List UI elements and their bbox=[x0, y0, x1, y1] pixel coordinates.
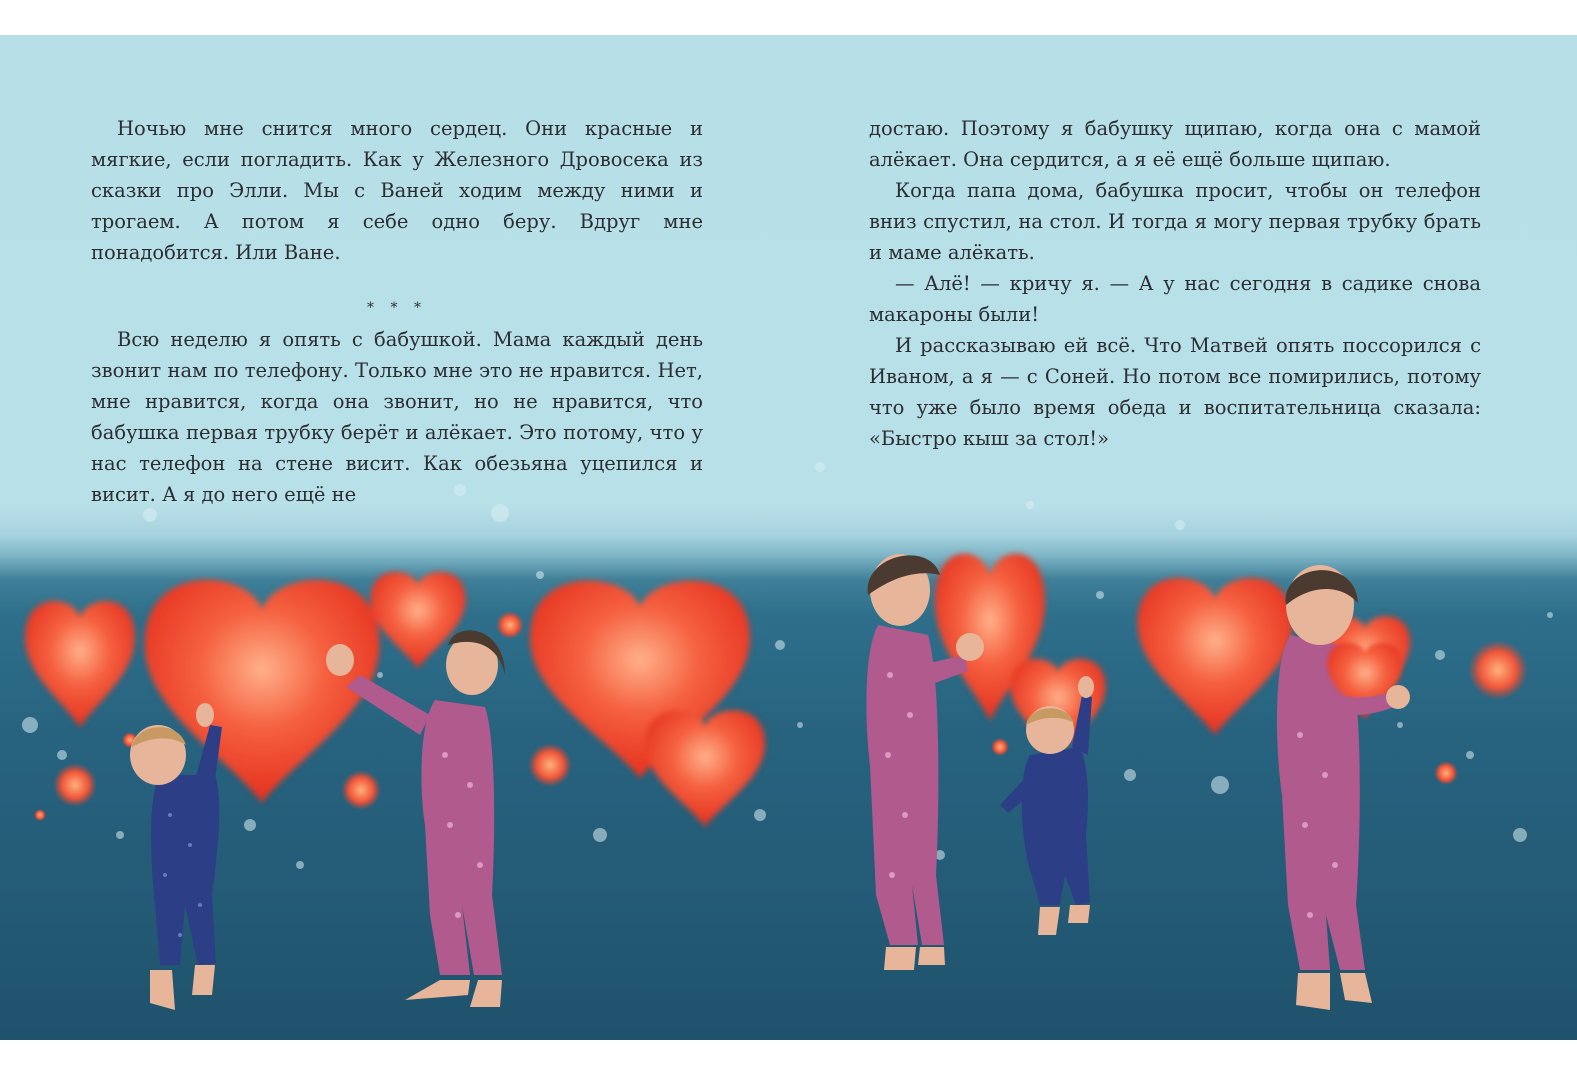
section-separator: * * * bbox=[367, 300, 427, 316]
toddler-right bbox=[1000, 676, 1094, 935]
right-page-text bbox=[869, 113, 1481, 454]
hearts bbox=[25, 554, 1410, 827]
left-page-text bbox=[91, 113, 703, 510]
paragraph: Всю неделю я опять с бабушкой. Мама каждый день звонит нам по телефону. Только мне это не нравится. Нет, мне нравится, когда она звонит, но не нравится, что бабушка первая трубку берёт и алёкает. Это потому, что у нас телефон на стене висит. Как обезьяна уцепился и висит. А я до него ещё не bbox=[91, 328, 703, 506]
toddler-left bbox=[130, 703, 222, 1010]
paragraph: Ночью мне снится много сердец. Они красные и мягкие, если погладить. Как у Железного Дровосека из сказки про Элли. Мы с Ваней ходим между ними и трогаем. А потом я себе одно беру. Вдруг мне понадобится. Или Ване. bbox=[91, 117, 703, 264]
girl-left bbox=[326, 630, 505, 1007]
paragraph: Когда папа дома, бабушка просит, чтобы он телефон вниз спустил, на стол. И тогда я могу первая трубку брать и маме алёкать. bbox=[869, 179, 1481, 264]
paragraph: — Алё! — кричу я. — А у нас сегодня в садике снова макароны были! bbox=[869, 272, 1481, 326]
book-spread bbox=[0, 35, 1577, 1040]
paragraph-continuation: достаю. Поэтому я бабушку щипаю, когда она с мамой алёкает. Она сердится, а я её ещё больше щипаю. bbox=[869, 117, 1481, 171]
paragraph: И рассказываю ей всё. Что Матвей опять поссорился с Иваном, а я — с Соней. Но потом все помирились, потому что уже было время обеда и воспитательница сказала: «Быстро кыш за стол!» bbox=[869, 334, 1481, 450]
